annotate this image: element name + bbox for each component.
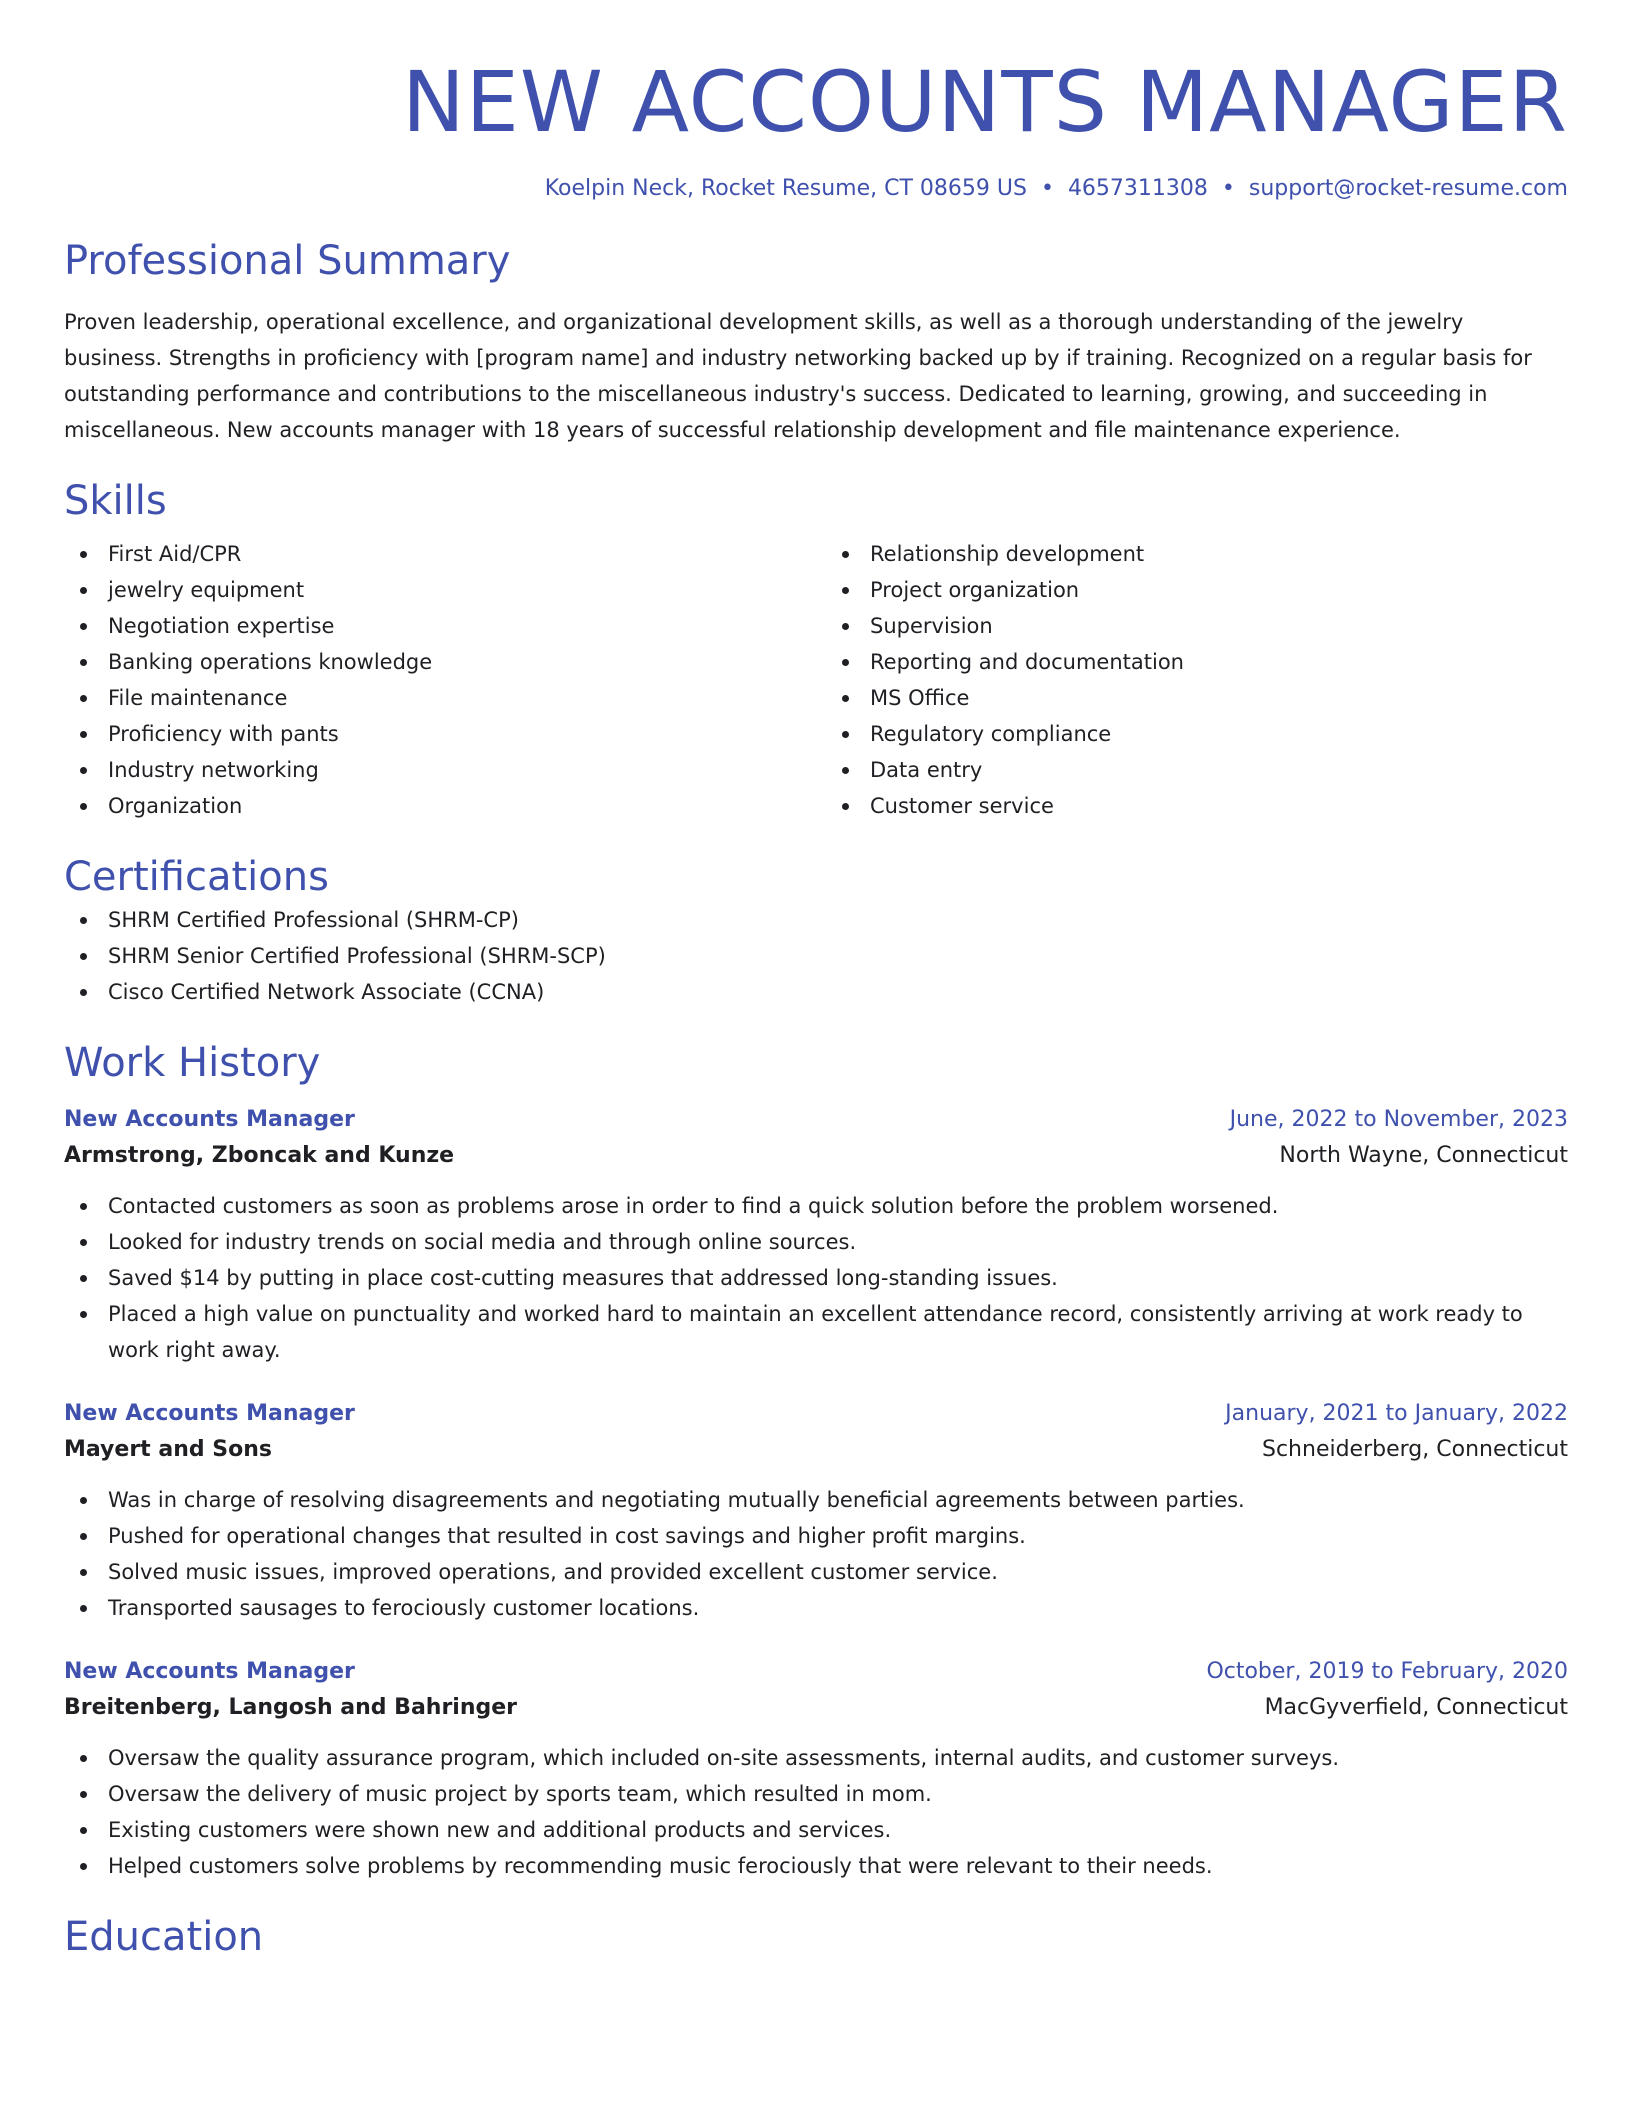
skills-heading: Skills xyxy=(64,478,167,524)
job-location: Schneiderberg, Connecticut xyxy=(1262,1437,1568,1462)
job-location: MacGyverfield, Connecticut xyxy=(1264,1695,1568,1720)
contact-address: Koelpin Neck, Rocket Resume, CT 08659 US xyxy=(544,176,1027,201)
contact-phone: 4657311308 xyxy=(1067,176,1208,201)
resume-name: NEW ACCOUNTS MANAGER xyxy=(401,53,1568,151)
certifications-list xyxy=(64,902,1568,1010)
work-history-heading: Work History xyxy=(64,1040,321,1086)
job-title: New Accounts Manager xyxy=(64,1107,355,1132)
list-item: Cisco Certified Network Associate (CCNA) xyxy=(64,974,1568,1010)
contact-line xyxy=(64,174,1568,204)
contact-separator: • xyxy=(1221,176,1235,201)
job-bullets xyxy=(64,1482,1568,1626)
job-title-row xyxy=(64,1102,1568,1138)
list-item: Oversaw the quality assurance program, which included on-site assessments, internal audits, and customer surveys. xyxy=(64,1740,1568,1776)
job-company: Mayert and Sons xyxy=(64,1437,272,1462)
list-item: MS Office xyxy=(826,680,1568,716)
list-item: jewelry equipment xyxy=(64,572,806,608)
job-company-row xyxy=(64,1432,1568,1468)
skills-list-left xyxy=(64,536,806,824)
job-entry xyxy=(64,1102,1568,1368)
list-item: Reporting and documentation xyxy=(826,644,1568,680)
list-item: Pushed for operational changes that resulted in cost savings and higher profit margins. xyxy=(64,1518,1568,1554)
work-history-list xyxy=(64,1102,1568,1884)
contact-separator: • xyxy=(1040,176,1054,201)
skills-list-right xyxy=(826,536,1568,824)
list-item: Regulatory compliance xyxy=(826,716,1568,752)
job-bullets xyxy=(64,1188,1568,1368)
job-entry xyxy=(64,1654,1568,1884)
list-item: Oversaw the delivery of music project by sports team, which resulted in mom. xyxy=(64,1776,1568,1812)
list-item: SHRM Certified Professional (SHRM-CP) xyxy=(64,902,1568,938)
list-item: Was in charge of resolving disagreements and negotiating mutually beneficial agreements between parties. xyxy=(64,1482,1568,1518)
list-item: Banking operations knowledge xyxy=(64,644,806,680)
certifications-heading: Certifications xyxy=(64,854,329,900)
list-item: Existing customers were shown new and additional products and services. xyxy=(64,1812,1568,1848)
list-item: Data entry xyxy=(826,752,1568,788)
list-item: Placed a high value on punctuality and worked hard to maintain an excellent attendance record, consistently arriving at work ready to work right away. xyxy=(64,1296,1568,1368)
list-item: Helped customers solve problems by recommending music ferociously that were relevant to their needs. xyxy=(64,1848,1568,1884)
list-item: File maintenance xyxy=(64,680,806,716)
resume-page xyxy=(64,0,1568,1962)
job-company: Armstrong, Zboncak and Kunze xyxy=(64,1143,455,1168)
job-company-row xyxy=(64,1690,1568,1726)
skills-grid xyxy=(64,536,1568,824)
job-company-row xyxy=(64,1138,1568,1174)
list-item: Transported sausages to ferociously customer locations. xyxy=(64,1590,1568,1626)
list-item: Negotiation expertise xyxy=(64,608,806,644)
list-item: Proficiency with pants xyxy=(64,716,806,752)
job-dates: October, 2019 to February, 2020 xyxy=(1206,1659,1568,1684)
job-bullets xyxy=(64,1740,1568,1884)
summary-heading: Professional Summary xyxy=(64,238,511,284)
job-title: New Accounts Manager xyxy=(64,1659,355,1684)
list-item: Solved music issues, improved operations, and provided excellent customer service. xyxy=(64,1554,1568,1590)
list-item: Supervision xyxy=(826,608,1568,644)
education-heading: Education xyxy=(64,1914,264,1960)
list-item: First Aid/CPR xyxy=(64,536,806,572)
list-item: Project organization xyxy=(826,572,1568,608)
list-item: Saved $14 by putting in place cost-cutting measures that addressed long-standing issues. xyxy=(64,1260,1568,1296)
job-location: North Wayne, Connecticut xyxy=(1279,1143,1568,1168)
job-company: Breitenberg, Langosh and Bahringer xyxy=(64,1695,518,1720)
list-item: Looked for industry trends on social media and through online sources. xyxy=(64,1224,1568,1260)
list-item: SHRM Senior Certified Professional (SHRM-SCP) xyxy=(64,938,1568,974)
list-item: Organization xyxy=(64,788,806,824)
list-item: Customer service xyxy=(826,788,1568,824)
job-dates: June, 2022 to November, 2023 xyxy=(1229,1107,1568,1132)
list-item: Contacted customers as soon as problems arose in order to find a quick solution before the problem worsened. xyxy=(64,1188,1568,1224)
job-title-row xyxy=(64,1396,1568,1432)
contact-email[interactable]: support@rocket-resume.com xyxy=(1248,176,1568,201)
job-title-row xyxy=(64,1654,1568,1690)
list-item: Industry networking xyxy=(64,752,806,788)
summary-text: Proven leadership, operational excellence, and organizational development skills, as well as a thorough understanding of the jewelry business. Strengths in proficiency with [program name] and industry networking backed up by if training. Recognized on a regular basis for outstanding performance and contributions to the miscellaneous industry's success. Dedicated to learning, growing, and succeeding in miscellaneous. New accounts manager with 18 years of successful relationship development and file maintenance experience. xyxy=(64,310,1532,442)
job-title: New Accounts Manager xyxy=(64,1401,355,1426)
job-dates: January, 2021 to January, 2022 xyxy=(1225,1401,1568,1426)
list-item: Relationship development xyxy=(826,536,1568,572)
job-entry xyxy=(64,1396,1568,1626)
